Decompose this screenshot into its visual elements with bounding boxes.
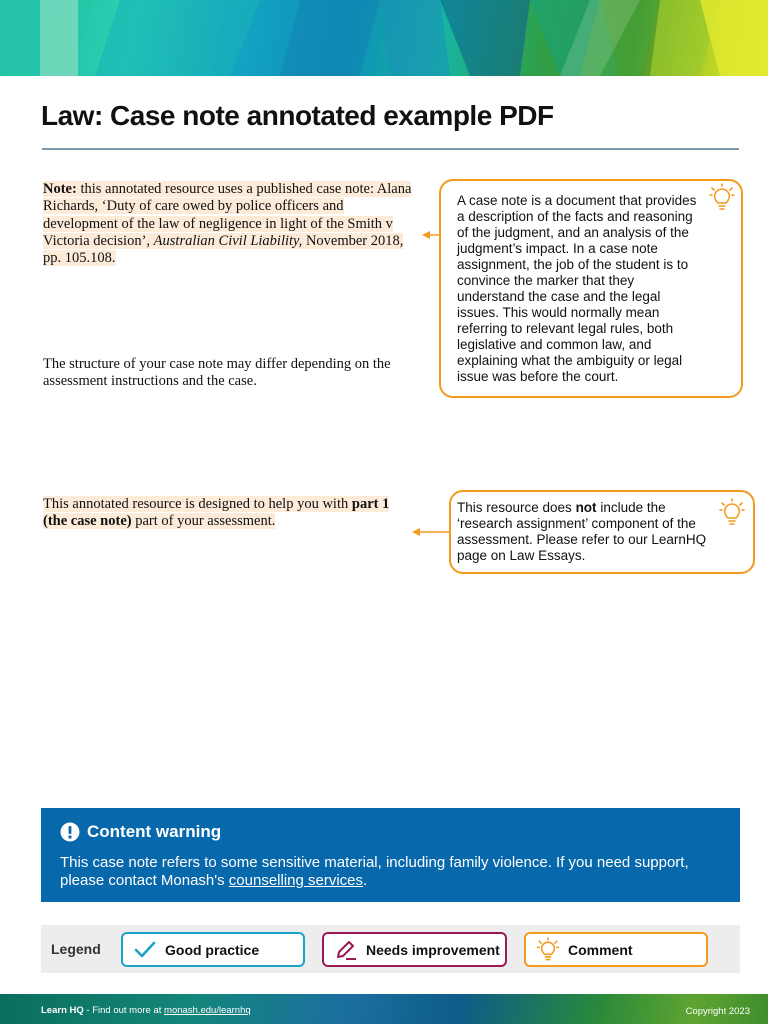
legend-needs-improvement	[322, 932, 507, 967]
designed-text-before: This annotated resource is designed to help you with	[43, 496, 352, 512]
footer-brand: Learn HQ	[41, 1005, 84, 1016]
legend-bar	[41, 925, 740, 973]
lightbulb-icon	[536, 937, 560, 963]
callout-2-text-before: This resource does	[457, 500, 576, 515]
footer-text: - Find out more at	[83, 1005, 165, 1016]
footer-info	[41, 1005, 251, 1016]
designed-paragraph	[43, 496, 413, 531]
comment-callout-1	[439, 179, 743, 398]
callout-1-text: A case note is a document that provides a description of the facts and reasoning of the judgment, and an analysis of the judgment’s impact. In a case note assignment, the job of the student is to convince the marker that they understand the case and the legal issues. This would normally mean referring to relevant legal rules, both legislative and common law, and explaining what the ambiguity or legal issue was before the court.	[457, 193, 697, 384]
lightbulb-icon	[709, 183, 735, 213]
designed-bold: part 1 (the case note)	[43, 496, 390, 530]
note-text: this annotated resource uses a published case note: Alana Richards, ‘Duty of care owed by police officers and development of the law of negligence in light of the Smith v Victoria decision’,	[43, 181, 412, 249]
comment-callout-2	[449, 490, 755, 574]
note-paragraph	[43, 181, 413, 267]
page-title: Law: Case note annotated example PDF	[41, 100, 554, 131]
content-warning-title: Content warning	[87, 822, 222, 841]
designed-highlight	[43, 496, 389, 529]
checkmark-icon	[133, 940, 157, 960]
counselling-services-link[interactable]: counselling services	[228, 872, 364, 889]
content-warning-text	[60, 854, 730, 890]
warning-body: This case note refers to some sensitive material, including family violence. If you need support, please contact Monash's	[60, 854, 689, 889]
structure-paragraph: The structure of your case note may differ depending on the assessment instructions and the case.	[43, 356, 391, 390]
footer-learnhq-link[interactable]: monash.edu/learnhq	[164, 1005, 251, 1016]
content-warning-box	[41, 808, 740, 902]
warning-end: .	[363, 872, 368, 889]
legend-good-practice	[121, 932, 305, 967]
footer-bar	[0, 994, 768, 1024]
callout-arrow-2	[410, 526, 452, 538]
note-label: Note:	[43, 181, 77, 197]
title-divider	[42, 148, 739, 150]
note-citation-end: November 2018, pp. 105.108.	[43, 232, 404, 267]
legend-comment	[524, 932, 708, 967]
legend-good-label: Good practice	[165, 941, 260, 958]
exclamation-icon	[60, 822, 80, 842]
pencil-icon	[334, 939, 358, 961]
note-journal: Australian Civil Liability,	[153, 232, 303, 249]
callout-2-text-after: include the ‘research assignment’ component of the assessment. Please refer to our LearnHQ page on Law Essays.	[457, 500, 707, 563]
lightbulb-icon	[719, 498, 745, 528]
header-banner	[0, 0, 768, 76]
banner-graphic	[0, 0, 768, 76]
callout-2-bold: not	[575, 500, 597, 515]
legend-comment-label: Comment	[568, 941, 633, 958]
note-highlight	[43, 181, 411, 266]
legend-improve-label: Needs improvement	[366, 941, 500, 958]
legend-label: Legend	[51, 941, 101, 957]
footer-copyright: Copyright 2023	[685, 1006, 750, 1017]
designed-text-after: part of your assessment.	[131, 513, 276, 530]
